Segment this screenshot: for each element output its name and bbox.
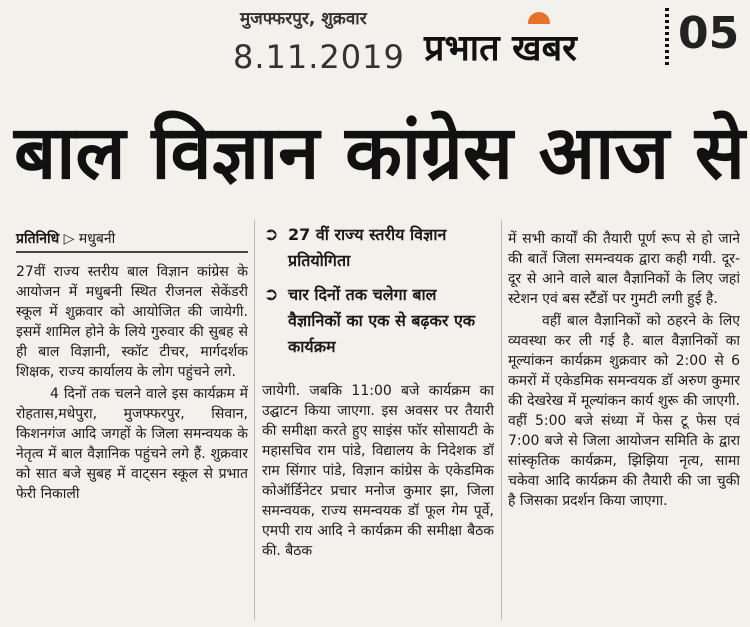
subhead	[260, 282, 492, 360]
byline-marker: ▷	[63, 231, 75, 247]
edition-date: 8.11.2019	[233, 38, 405, 76]
arrow-bullet-icon: ➲	[263, 224, 279, 245]
byline-label: प्रतिनिधि	[16, 231, 60, 247]
page-number: 05	[678, 8, 740, 59]
subhead-text: 27 वीं राज्य स्तरीय विज्ञान प्रतियोगिता	[288, 225, 447, 270]
paragraph: 4 दिनों तक चलने वाले इस कार्यक्रम में रोहतास,मधेपुरा, मुजफ्फरपुर, सिवान, किशनगंज आदि जगहों के जिला समन्वयक के नेतृत्व में बाल वैज्ञानिक पहुंचने लगे हैं. शुक्रवार को सात बजे सुबह में वाट्सन स्कूल से प्रभात फेरी निकाली	[16, 386, 248, 502]
newspaper-logo: प्रभात खबर	[424, 27, 577, 69]
paragraph: वहीं बाल वैज्ञानिकों को ठहरने के लिए व्यवस्था कर ली गई है. बाल वैज्ञानिकों का मूल्यांकन कार्यक्रम शुक्रवार को 2:00 से 6 कमरों में एकेडमिक समन्वयक डॉ अरुण कुमार की देखरेख में मूल्यांकन कार्य शुरू की जाएगी. वहीं 5:00 बजे संध्या में फेस टू फेस एवं 7:00 बजे से जिला आयोजन समिति के द्वारा सांस्कृतिक कार्यक्रम, झिझिया नृत्य, सामा चकेवा आदि कार्यक्रम की तैयारी की जा चुकी है जिसका प्रदर्शन किया जाएगा.	[508, 313, 740, 509]
subhead	[260, 222, 492, 274]
column-divider	[254, 220, 255, 620]
column-divider	[501, 220, 502, 620]
headline: बाल विज्ञान कांग्रेस आज से	[14, 110, 745, 196]
paragraph: जायेगी. जबकि 11:00 बजे कार्यक्रम का उद्घाटन किया जाएगा. इस अवसर पर तैयारी की समीक्षा करते हुए साइंस फॉर सोसायटी के महासचिव राम पांडे, विद्यालय के निदेशक डॉ राम सिंगार पांडे, विज्ञान कांग्रेस के एकेडमिक कोऑर्डिनेटर प्रचार मनोज कुमार झा, जिला समन्वयक, राज्य समन्वयक डॉ फूल गेम पूर्वे, एमपी राय आदि ने कार्यक्रम की समीक्षा बैठक की. बैठक	[262, 383, 494, 559]
paragraph: में सभी कार्यों की तैयारी पूर्ण रूप से हो जाने की बातें जिला समन्वयक द्वारा कही गयी. दूर-दूर से आने वाले बाल वैज्ञानिकों के लिए जहां स्टेशन एवं बस स्टैंडों पर गुमटी लगी हुई है.	[508, 231, 740, 307]
arrow-bullet-icon: ➲	[263, 284, 279, 305]
byline	[16, 229, 115, 248]
column-1	[16, 262, 248, 622]
column-3	[508, 229, 740, 621]
paragraph: 27वीं राज्य स्तरीय बाल विज्ञान कांग्रेस के आयोजन में मधुबनी स्थित रीजनल सेकेंडरी स्कूल में शुक्रवार को आयोजित की जायेगी. इसमें शामिल होने के लिये गुरुवार की सुबह से ही बाल विज्ञानी, स्कॉट टीचर, मार्गदर्शक शिक्षक, राज्य कार्यालय के लोग पहुंचने लगे.	[16, 264, 248, 380]
masthead	[0, 0, 750, 88]
byline-place: मधुबनी	[78, 231, 116, 247]
byline-rule	[16, 251, 248, 253]
subheads	[260, 222, 492, 368]
place-day: मुजफ्फरपुर, शुक्रवार	[240, 9, 367, 29]
masthead-divider	[665, 8, 669, 68]
column-2	[262, 381, 494, 621]
subhead-text: चार दिनों तक चलेगा बाल वैज्ञानिकों का एक से बढ़कर एक कार्यक्रम	[288, 285, 476, 356]
